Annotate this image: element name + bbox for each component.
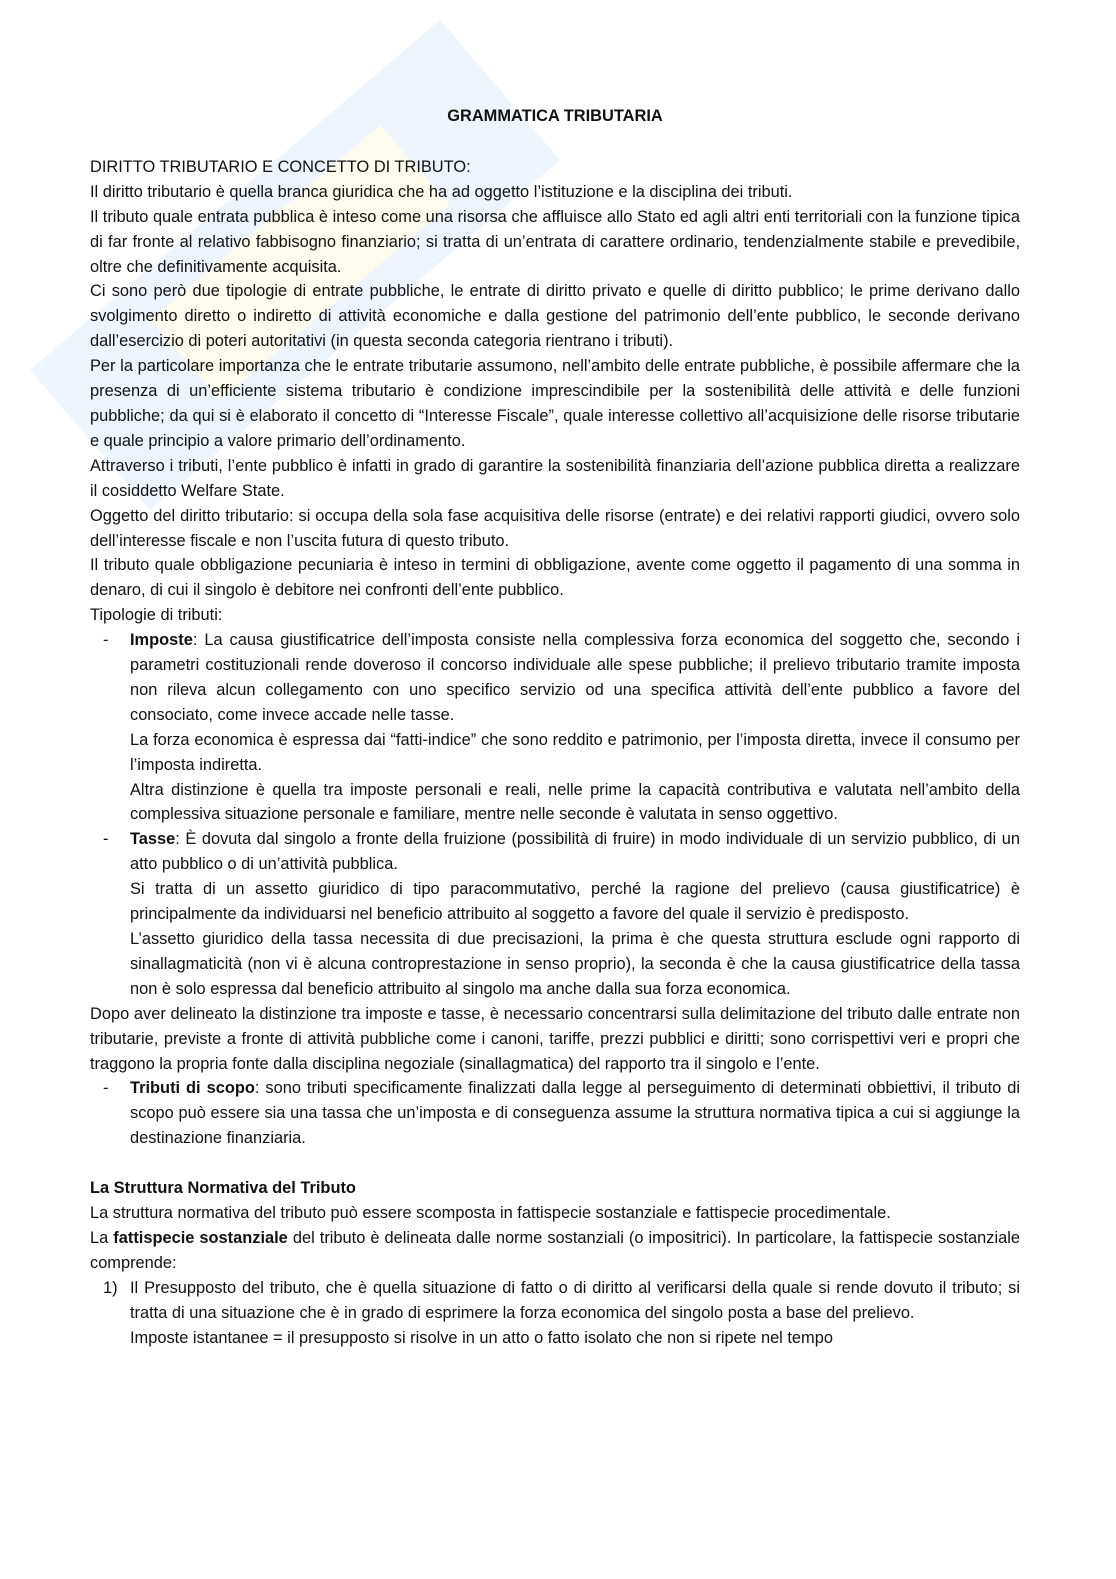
- paragraph: Ci sono però due tipologie di entrate pubbliche, le entrate di diritto privato e quelle di diritto pubblico; le prime derivano dallo svolgimento diretto o indiretto di attività economiche e dalla gestione del patrimonio dell’ente pubblico, le seconde derivano dall’esercizio di poteri autoritativi (in questa seconda categoria rientrano i tributi).: [90, 282, 1020, 351]
- document-page: [90, 104, 1020, 1351]
- term-tributi-di-scopo: Tributi di scopo: [130, 1079, 255, 1098]
- tax-types-list: [90, 628, 1020, 1002]
- paragraph: Il tributo quale obbligazione pecuniaria è inteso in termini di obbligazione, avente come oggetto il pagamento di una somma in denaro, di cui il singolo è debitore nei confronti dell’ente pubblico.: [90, 556, 1020, 600]
- list-item-text: : È dovuta dal singolo a fronte della fruizione (possibilità di fruire) in modo individuale di un servizio pubblico, di un atto pubblico o di un’attività pubblica.: [130, 830, 1020, 874]
- list-item-text: : sono tributi specificamente finalizzati dalla legge al perseguimento di determinati obbiettivi, il tributo di scopo può essere sia una tassa che un’imposta e di conseguenza assume la struttura normativa tipica a cui si aggiunge la destinazione finanziaria.: [130, 1079, 1020, 1148]
- scopo-list: [90, 1076, 1020, 1151]
- paragraph-text: La: [90, 1228, 114, 1247]
- section-heading-struttura: La Struttura Normativa del Tributo: [90, 1179, 356, 1198]
- list-item-text: : La causa giustificatrice dell’imposta consiste nella complessiva forza economica del soggetto che, secondo i parametri costituzionali rende doveroso il concorso individuale alle spese pubbliche; il prelievo tributario tramite imposta non rileva alcun collegamento con uno specifico servizio od una specifica attività dell’ente pubblico a favore del consociato, come invece accade nelle tasse.: [130, 631, 1020, 724]
- list-marker: -: [103, 1079, 109, 1098]
- section-heading: DIRITTO TRIBUTARIO E CONCETTO DI TRIBUTO:: [90, 157, 471, 176]
- paragraph: L’assetto giuridico della tassa necessita di due precisazioni, la prima è che questa struttura esclude ogni rapporto di sinallagmaticità (non vi è alcuna controprestazione in senso proprio), la seconda è che la causa giustificatrice della tassa non è solo espressa dal beneficio attribuito al singolo ma anche dalla sua forza economica.: [130, 930, 1020, 998]
- paragraph: Si tratta di un assetto giuridico di tipo paracommutativo, perché la ragione del prelievo (causa giustificatrice) è principalmente da individuarsi nel beneficio attribuito al soggetto a favore del quale il servizio è predisposto.: [130, 880, 1020, 924]
- paragraph: Tipologie di tributi:: [90, 606, 223, 625]
- paragraph: Per la particolare importanza che le entrate tributarie assumono, nell’ambito delle entrate pubbliche, è possibile affermare che la presenza di un’efficiente sistema tributario è condizione imprescindibile per la sostenibilità delle attività e delle funzioni pubbliche; da qui si è elaborato il concetto di “Interesse Fiscale”, quale interesse collettivo all’acquisizione delle risorse tributarie e quale principio a valore primario dell’ordinamento.: [90, 357, 1020, 450]
- list-item-imposte: [90, 628, 1020, 827]
- paragraph: Dopo aver delineato la distinzione tra imposte e tasse, è necessario concentrarsi sulla delimitazione del tributo dalle entrate non tributarie, previste a fronte di attività pubbliche come i canoni, tariffe, prezzi pubblici e diritti; sono corrispettivi veri e propri che traggono la propria fonte dalla disciplina negoziale (sinallagmatica) del rapporto tra il singolo e l’ente.: [90, 1004, 1020, 1073]
- list-item-tributi-di-scopo: [90, 1076, 1020, 1151]
- paragraph: Attraverso i tributi, l’ente pubblico è infatti in grado di garantire la sostenibilità finanziaria dell’azione pubblica diretta a realizzare il cosiddetto Welfare State.: [90, 456, 1020, 500]
- list-marker: -: [103, 830, 109, 849]
- list-item-tasse: [90, 827, 1020, 1001]
- term-imposte: Imposte: [130, 631, 193, 650]
- list-marker: 1): [103, 1278, 118, 1297]
- document-title: GRAMMATICA TRIBUTARIA: [447, 107, 663, 125]
- paragraph: [90, 1226, 1020, 1276]
- paragraph: Oggetto del diritto tributario: si occupa della sola fase acquisitiva delle risorse (entrate) e dei relativi rapporti giudici, ovvero solo dell’interesse fiscale e non l’uscita futura di questo tributo.: [90, 506, 1020, 550]
- paragraph: Il tributo quale entrata pubblica è inteso come una risorsa che affluisce allo Stato ed agli altri enti territoriali con la funzione tipica di far fronte al relativo fabbisogno finanziario; si tratta di un’entrata di carattere ordinario, tendenzialmente stabile e prevedibile, oltre che definitivamente acquisita.: [90, 207, 1020, 276]
- paragraph: Il diritto tributario è quella branca giuridica che ha ad oggetto l’istituzione e la disciplina dei tributi.: [90, 182, 793, 201]
- numbered-list: [90, 1276, 1020, 1351]
- paragraph-text: del tributo è delineata dalle norme sostanziali (o impositrici). In particolare, la fattispecie sostanziale comprende:: [90, 1228, 1020, 1272]
- term-tasse: Tasse: [130, 830, 176, 849]
- list-item-presupposto: [90, 1276, 1020, 1351]
- list-marker: -: [103, 631, 109, 650]
- paragraph: La forza economica è espressa dai “fatti-indice” che sono reddito e patrimonio, per l’imposta diretta, invece il consumo per l’imposta indiretta.: [130, 730, 1020, 774]
- paragraph: Imposte istantanee = il presupposto si risolve in un atto o fatto isolato che non si ripete nel tempo: [130, 1328, 833, 1347]
- paragraph: Altra distinzione è quella tra imposte personali e reali, nelle prime la capacità contributiva e valutata nell’ambito della complessiva situazione personale e familiare, mentre nelle seconde è valutata in senso oggettivo.: [130, 780, 1020, 824]
- term-fattispecie-sostanziale: fattispecie sostanziale: [113, 1228, 288, 1247]
- list-item-text: Il Presupposto del tributo, che è quella situazione di fatto o di diritto al verificarsi della quale si rende dovuto il tributo; si tratta di una situazione che è in grado di esprimere la forza economica del singolo posta a base del prelievo.: [130, 1278, 1020, 1322]
- paragraph: La struttura normativa del tributo può essere scomposta in fattispecie sostanziale e fattispecie procedimentale.: [90, 1204, 891, 1223]
